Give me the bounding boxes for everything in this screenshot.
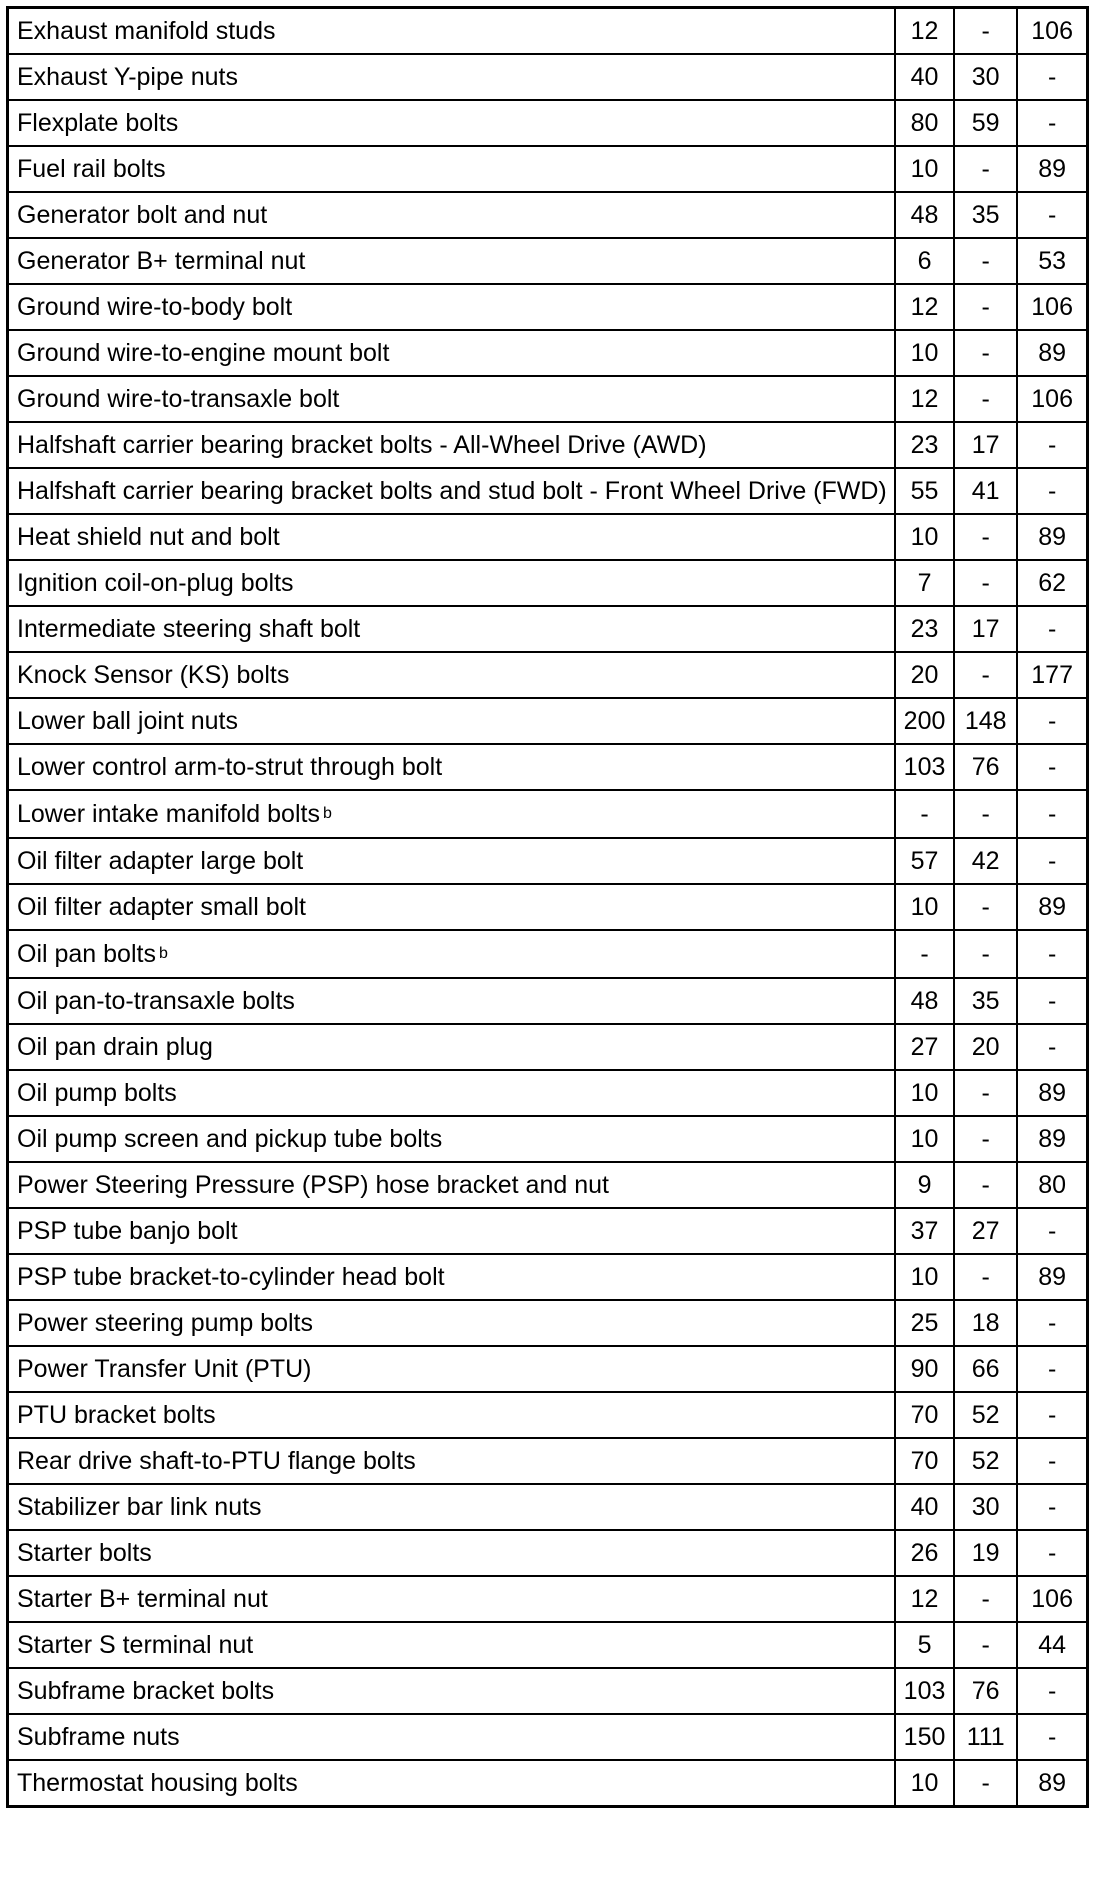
component-label: Halfshaft carrier bearing bracket bolts - All-Wheel Drive (AWD) xyxy=(17,430,707,459)
component-label: Oil pan bolts xyxy=(17,939,156,968)
component-description xyxy=(8,1254,895,1300)
value-lb-in: - xyxy=(1017,744,1087,790)
component-label: Stabilizer bar link nuts xyxy=(17,1492,262,1521)
component-description xyxy=(8,1576,895,1622)
value-lb-ft: - xyxy=(954,1254,1017,1300)
value-nm: 103 xyxy=(895,744,954,790)
value-lb-in: 89 xyxy=(1017,1116,1087,1162)
component-label: Power Steering Pressure (PSP) hose bracket and nut xyxy=(17,1170,609,1199)
component-label: Generator bolt and nut xyxy=(17,200,268,229)
component-label: PSP tube banjo bolt xyxy=(17,1216,238,1245)
component-description xyxy=(8,330,895,376)
value-nm: 57 xyxy=(895,838,954,884)
component-description xyxy=(8,1760,895,1807)
component-description xyxy=(8,1392,895,1438)
component-description xyxy=(8,468,895,514)
value-lb-in: 89 xyxy=(1017,1760,1087,1807)
value-lb-ft: - xyxy=(954,930,1017,978)
value-lb-ft: 20 xyxy=(954,1024,1017,1070)
table-row xyxy=(8,192,1088,238)
component-label: Power steering pump bolts xyxy=(17,1308,313,1337)
value-lb-ft: - xyxy=(954,330,1017,376)
value-nm: 10 xyxy=(895,1760,954,1807)
value-lb-in: - xyxy=(1017,1024,1087,1070)
value-lb-in: 80 xyxy=(1017,1162,1087,1208)
component-description xyxy=(8,1024,895,1070)
component-description xyxy=(8,1300,895,1346)
value-nm: 70 xyxy=(895,1392,954,1438)
value-lb-ft: 30 xyxy=(954,1484,1017,1530)
value-lb-in: - xyxy=(1017,422,1087,468)
component-label: Subframe nuts xyxy=(17,1722,180,1751)
component-description xyxy=(8,238,895,284)
footnote-marker: b xyxy=(158,944,168,962)
value-lb-ft: - xyxy=(954,376,1017,422)
component-label: Heat shield nut and bolt xyxy=(17,522,280,551)
table-row xyxy=(8,330,1088,376)
component-label: Thermostat housing bolts xyxy=(17,1768,298,1797)
value-lb-ft: 52 xyxy=(954,1392,1017,1438)
component-description xyxy=(8,146,895,192)
value-lb-ft: - xyxy=(954,1116,1017,1162)
component-label: Oil filter adapter small bolt xyxy=(17,892,307,921)
value-nm: 12 xyxy=(895,1576,954,1622)
value-lb-in: 89 xyxy=(1017,1254,1087,1300)
value-lb-in: 177 xyxy=(1017,652,1087,698)
value-lb-ft: - xyxy=(954,560,1017,606)
torque-spec-table xyxy=(6,6,1089,1808)
table-row xyxy=(8,930,1088,978)
table-row xyxy=(8,560,1088,606)
value-lb-ft: - xyxy=(954,1162,1017,1208)
value-lb-in: - xyxy=(1017,606,1087,652)
value-lb-in: 53 xyxy=(1017,238,1087,284)
component-label: Starter S terminal nut xyxy=(17,1630,254,1659)
component-label: Lower control arm-to-strut through bolt xyxy=(17,752,443,781)
value-nm: 7 xyxy=(895,560,954,606)
value-nm: 12 xyxy=(895,376,954,422)
value-lb-ft: - xyxy=(954,514,1017,560)
component-label: Oil filter adapter large bolt xyxy=(17,846,304,875)
value-lb-ft: 30 xyxy=(954,54,1017,100)
component-description xyxy=(8,884,895,930)
value-lb-in: - xyxy=(1017,790,1087,838)
table-row xyxy=(8,1438,1088,1484)
value-lb-in: - xyxy=(1017,1668,1087,1714)
table-row xyxy=(8,1622,1088,1668)
value-lb-in: - xyxy=(1017,838,1087,884)
value-nm: 10 xyxy=(895,884,954,930)
table-row xyxy=(8,238,1088,284)
table-row xyxy=(8,978,1088,1024)
value-nm: 150 xyxy=(895,1714,954,1760)
value-nm: 40 xyxy=(895,1484,954,1530)
component-description xyxy=(8,606,895,652)
value-lb-ft: - xyxy=(954,652,1017,698)
component-label: Fuel rail bolts xyxy=(17,154,166,183)
table-row xyxy=(8,1024,1088,1070)
value-nm: 23 xyxy=(895,606,954,652)
table-row xyxy=(8,8,1088,55)
value-nm: 55 xyxy=(895,468,954,514)
table-row xyxy=(8,1346,1088,1392)
component-label: Oil pump screen and pickup tube bolts xyxy=(17,1124,443,1153)
component-label: Exhaust Y-pipe nuts xyxy=(17,62,238,91)
value-nm: 10 xyxy=(895,1116,954,1162)
value-nm: 10 xyxy=(895,514,954,560)
table-row xyxy=(8,652,1088,698)
component-label: Rear drive shaft-to-PTU flange bolts xyxy=(17,1446,416,1475)
value-lb-in: - xyxy=(1017,1714,1087,1760)
value-lb-in: 89 xyxy=(1017,884,1087,930)
component-description xyxy=(8,8,895,55)
table-row xyxy=(8,1668,1088,1714)
component-description xyxy=(8,790,895,838)
value-nm: 10 xyxy=(895,1070,954,1116)
value-lb-in: 106 xyxy=(1017,1576,1087,1622)
component-label: Ground wire-to-engine mount bolt xyxy=(17,338,390,367)
component-label: Flexplate bolts xyxy=(17,108,179,137)
value-lb-in: - xyxy=(1017,54,1087,100)
table-row xyxy=(8,1714,1088,1760)
value-lb-ft: 41 xyxy=(954,468,1017,514)
table-row xyxy=(8,1070,1088,1116)
value-nm: 10 xyxy=(895,330,954,376)
value-lb-in: - xyxy=(1017,1438,1087,1484)
value-lb-in: - xyxy=(1017,100,1087,146)
component-description xyxy=(8,1530,895,1576)
component-label: Intermediate steering shaft bolt xyxy=(17,614,361,643)
component-description xyxy=(8,744,895,790)
component-description xyxy=(8,100,895,146)
component-label: Oil pan drain plug xyxy=(17,1032,213,1061)
component-label: Starter B+ terminal nut xyxy=(17,1584,268,1613)
value-lb-in: - xyxy=(1017,468,1087,514)
value-lb-ft: - xyxy=(954,1070,1017,1116)
value-lb-ft: 148 xyxy=(954,698,1017,744)
table-row xyxy=(8,698,1088,744)
component-description xyxy=(8,978,895,1024)
value-lb-in: 89 xyxy=(1017,514,1087,560)
table-row xyxy=(8,1760,1088,1807)
table-row xyxy=(8,1116,1088,1162)
component-description xyxy=(8,514,895,560)
value-lb-ft: - xyxy=(954,884,1017,930)
value-lb-in: - xyxy=(1017,1208,1087,1254)
table-row xyxy=(8,884,1088,930)
value-nm: 23 xyxy=(895,422,954,468)
value-lb-in: 62 xyxy=(1017,560,1087,606)
value-lb-ft: 42 xyxy=(954,838,1017,884)
value-lb-ft: 35 xyxy=(954,978,1017,1024)
value-lb-ft: 18 xyxy=(954,1300,1017,1346)
table-row xyxy=(8,790,1088,838)
value-nm: 9 xyxy=(895,1162,954,1208)
value-nm: 10 xyxy=(895,146,954,192)
value-lb-ft: 59 xyxy=(954,100,1017,146)
torque-spec-body xyxy=(8,8,1088,1807)
value-nm: 103 xyxy=(895,1668,954,1714)
component-label: Knock Sensor (KS) bolts xyxy=(17,660,290,689)
component-description xyxy=(8,838,895,884)
component-label: Ground wire-to-transaxle bolt xyxy=(17,384,340,413)
value-lb-in: - xyxy=(1017,930,1087,978)
component-description xyxy=(8,1484,895,1530)
component-label: Subframe bracket bolts xyxy=(17,1676,275,1705)
value-lb-in: 44 xyxy=(1017,1622,1087,1668)
table-row xyxy=(8,838,1088,884)
value-nm: - xyxy=(895,790,954,838)
table-row xyxy=(8,606,1088,652)
value-lb-in: - xyxy=(1017,1530,1087,1576)
value-lb-ft: - xyxy=(954,8,1017,55)
component-description xyxy=(8,422,895,468)
component-label: Starter bolts xyxy=(17,1538,152,1567)
value-nm: 12 xyxy=(895,8,954,55)
table-row xyxy=(8,468,1088,514)
value-lb-ft: 66 xyxy=(954,1346,1017,1392)
table-row xyxy=(8,54,1088,100)
component-description xyxy=(8,284,895,330)
table-row xyxy=(8,146,1088,192)
footnote-marker: b xyxy=(322,804,332,822)
component-label: Lower ball joint nuts xyxy=(17,706,238,735)
value-lb-in: 106 xyxy=(1017,8,1087,55)
table-row xyxy=(8,1530,1088,1576)
component-label: PTU bracket bolts xyxy=(17,1400,216,1429)
value-nm: 80 xyxy=(895,100,954,146)
value-lb-ft: - xyxy=(954,284,1017,330)
value-lb-ft: 27 xyxy=(954,1208,1017,1254)
component-description xyxy=(8,1116,895,1162)
value-lb-ft: 17 xyxy=(954,422,1017,468)
value-lb-ft: 35 xyxy=(954,192,1017,238)
value-lb-in: 89 xyxy=(1017,1070,1087,1116)
value-lb-in: - xyxy=(1017,978,1087,1024)
table-row xyxy=(8,514,1088,560)
component-description xyxy=(8,1714,895,1760)
value-lb-ft: - xyxy=(954,1760,1017,1807)
component-description xyxy=(8,1668,895,1714)
component-label: Oil pan-to-transaxle bolts xyxy=(17,986,295,1015)
component-description xyxy=(8,560,895,606)
table-row xyxy=(8,744,1088,790)
component-label: Lower intake manifold bolts xyxy=(17,799,320,828)
table-row xyxy=(8,1392,1088,1438)
value-lb-ft: 111 xyxy=(954,1714,1017,1760)
value-nm: 70 xyxy=(895,1438,954,1484)
value-nm: 26 xyxy=(895,1530,954,1576)
component-label: PSP tube bracket-to-cylinder head bolt xyxy=(17,1262,445,1291)
table-row xyxy=(8,1484,1088,1530)
component-label: Ignition coil-on-plug bolts xyxy=(17,568,294,597)
component-description xyxy=(8,930,895,978)
value-nm: 20 xyxy=(895,652,954,698)
value-lb-ft: 76 xyxy=(954,744,1017,790)
value-nm: 48 xyxy=(895,978,954,1024)
component-label: Power Transfer Unit (PTU) xyxy=(17,1354,312,1383)
value-lb-ft: - xyxy=(954,238,1017,284)
value-lb-in: - xyxy=(1017,1300,1087,1346)
value-nm: 12 xyxy=(895,284,954,330)
value-lb-in: - xyxy=(1017,698,1087,744)
value-lb-in: 106 xyxy=(1017,376,1087,422)
component-label: Oil pump bolts xyxy=(17,1078,177,1107)
value-lb-ft: - xyxy=(954,1622,1017,1668)
component-description xyxy=(8,1208,895,1254)
table-row xyxy=(8,284,1088,330)
value-nm: 27 xyxy=(895,1024,954,1070)
component-description xyxy=(8,192,895,238)
component-description xyxy=(8,652,895,698)
value-nm: 6 xyxy=(895,238,954,284)
value-nm: - xyxy=(895,930,954,978)
component-label: Ground wire-to-body bolt xyxy=(17,292,293,321)
table-row xyxy=(8,100,1088,146)
component-description xyxy=(8,1438,895,1484)
value-nm: 48 xyxy=(895,192,954,238)
component-description xyxy=(8,1622,895,1668)
component-label: Halfshaft carrier bearing bracket bolts and stud bolt - Front Wheel Drive (FWD) xyxy=(17,476,887,505)
value-lb-in: - xyxy=(1017,1392,1087,1438)
value-lb-in: - xyxy=(1017,1346,1087,1392)
component-label: Generator B+ terminal nut xyxy=(17,246,306,275)
component-label: Exhaust manifold studs xyxy=(17,16,276,45)
table-row xyxy=(8,1254,1088,1300)
component-description xyxy=(8,1162,895,1208)
value-nm: 5 xyxy=(895,1622,954,1668)
table-row xyxy=(8,1300,1088,1346)
value-lb-ft: - xyxy=(954,146,1017,192)
table-row xyxy=(8,1162,1088,1208)
value-lb-in: 106 xyxy=(1017,284,1087,330)
value-lb-ft: - xyxy=(954,1576,1017,1622)
table-row xyxy=(8,1576,1088,1622)
component-description xyxy=(8,376,895,422)
table-row xyxy=(8,376,1088,422)
value-nm: 40 xyxy=(895,54,954,100)
value-nm: 10 xyxy=(895,1254,954,1300)
component-description xyxy=(8,1070,895,1116)
value-lb-ft: - xyxy=(954,790,1017,838)
value-nm: 90 xyxy=(895,1346,954,1392)
value-lb-ft: 17 xyxy=(954,606,1017,652)
value-lb-in: 89 xyxy=(1017,146,1087,192)
component-description xyxy=(8,1346,895,1392)
value-lb-in: - xyxy=(1017,192,1087,238)
value-lb-in: - xyxy=(1017,1484,1087,1530)
component-description xyxy=(8,698,895,744)
component-description xyxy=(8,54,895,100)
value-nm: 25 xyxy=(895,1300,954,1346)
value-nm: 200 xyxy=(895,698,954,744)
value-lb-ft: 52 xyxy=(954,1438,1017,1484)
value-lb-ft: 19 xyxy=(954,1530,1017,1576)
value-nm: 37 xyxy=(895,1208,954,1254)
value-lb-ft: 76 xyxy=(954,1668,1017,1714)
table-row xyxy=(8,422,1088,468)
table-row xyxy=(8,1208,1088,1254)
value-lb-in: 89 xyxy=(1017,330,1087,376)
